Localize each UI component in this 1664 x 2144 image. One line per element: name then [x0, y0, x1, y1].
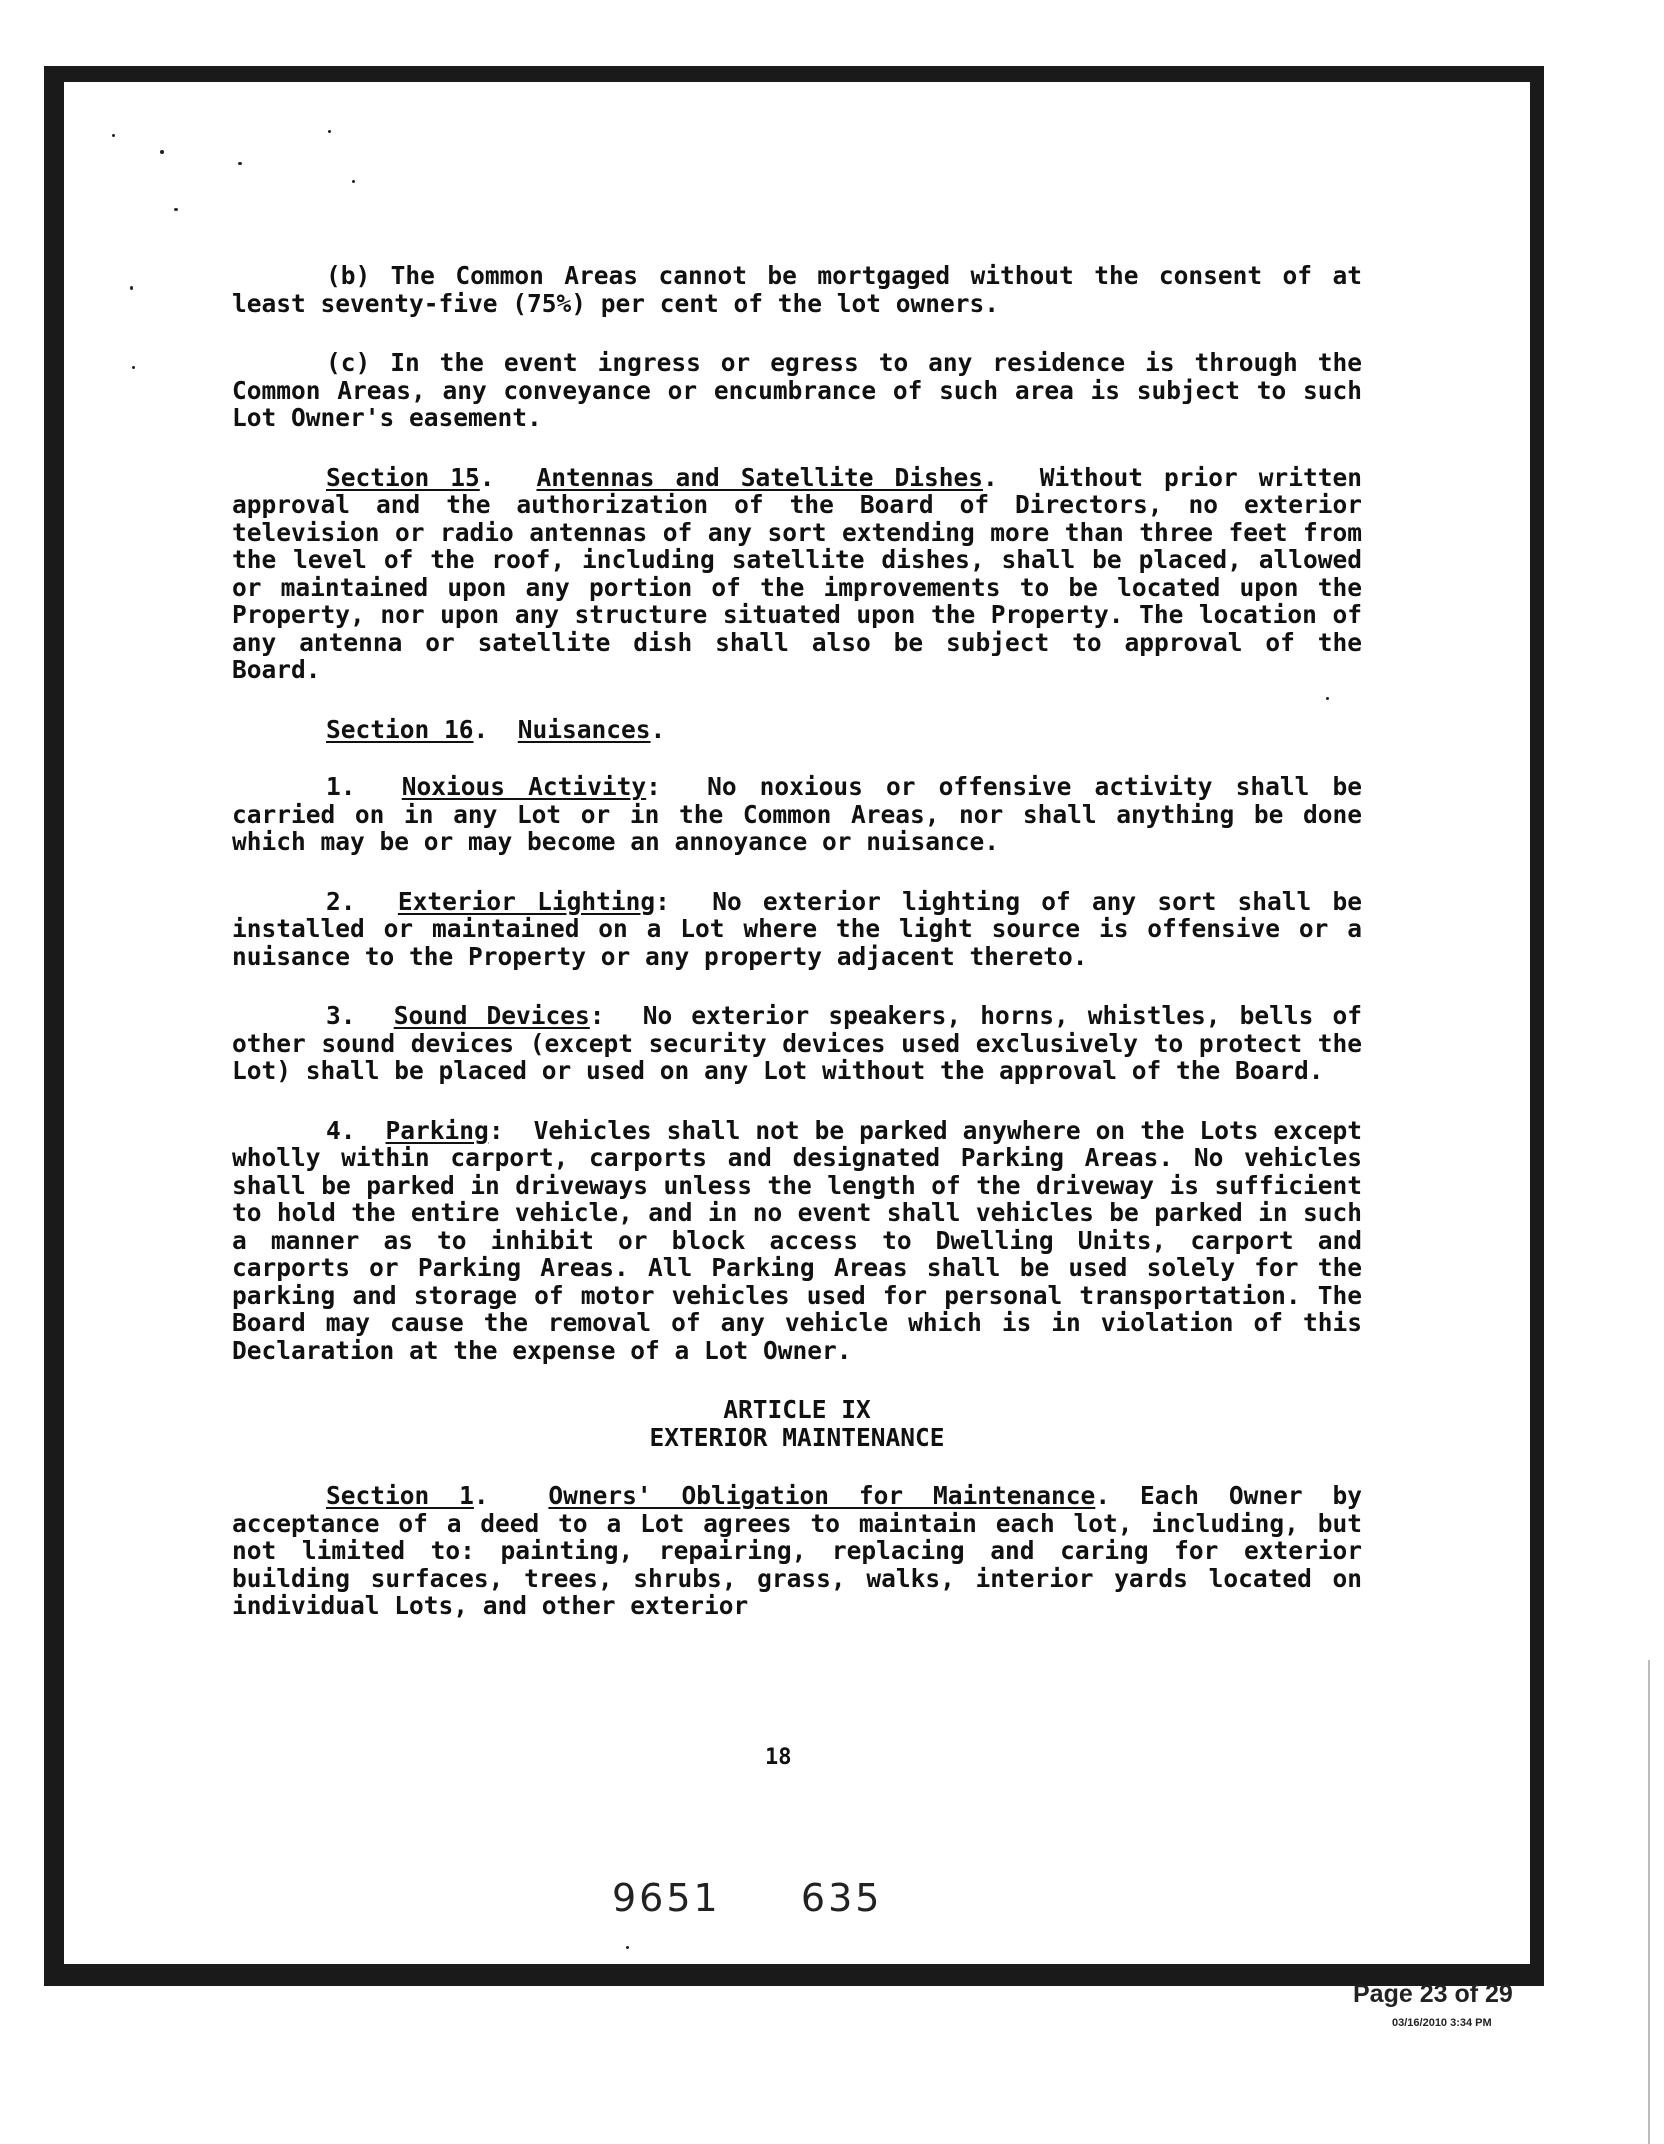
scan-speck: [626, 1946, 629, 1949]
recording-page: 635: [800, 1876, 883, 1920]
article-number: ARTICLE IX: [723, 1395, 871, 1424]
section-16-heading: Section 16. Nuisances.: [326, 714, 666, 744]
document-body: [232, 262, 1362, 1652]
item-number: 1.: [326, 772, 356, 801]
section-15-body: Without prior written approval and the authorization of the Board of Directors, no exterior television or radio antennas of any sort extending more than three feet from the level of the roof, including satellite dishes, shall be placed, allowed or maintained upon any portion of the improvements to be located upon the Property, nor upon any structure situated upon the Property. The location of any antenna or satellite dish shall also be subject to approval of the Board.: [232, 462, 1362, 684]
nuisance-item-1: 1. Noxious Activity: No noxious or offensive activity shall be carried on in any Lot or in the Common Areas, nor shall anything be done which may be or may become an annoyance or nuisance.: [232, 772, 1362, 856]
item-number: 3.: [326, 1001, 356, 1030]
item-title: Exterior Lighting: [397, 886, 656, 916]
paragraph-c: (c) In the event ingress or egress to any residence is through the Common Areas, any conveyance or encumbrance of such area is subject to such Lot Owner's easement.: [232, 348, 1362, 432]
section-15-title: Antennas and Satellite Dishes: [536, 462, 983, 492]
item-title: Parking: [385, 1115, 489, 1145]
nuisance-item-4: 4. Parking: Vehicles shall not be parked anywhere on the Lots except wholly within carport, carports and designated Parking Areas. No vehicles shall be parked in driveways unless the length of the driveway is sufficient to hold the entire vehicle, and in no event shall vehicles be parked in such a manner as to inhibit or block access to Dwelling Units, carport and carports or Parking Areas. All Parking Areas shall be used solely for the parking and storage of motor vehicles used for personal transportation. The Board may cause the removal of any vehicle which is in violation of this Declaration at the expense of a Lot Owner.: [232, 1115, 1362, 1365]
item-title: Sound Devices: [393, 1001, 590, 1030]
page-number: 18: [765, 1745, 792, 1770]
scan-speck: [112, 134, 115, 137]
item-body: No exterior lighting of any sort shall be installed or maintained on a Lot where the light source is offensive or a nuisance to the Property or any property adjacent thereto.: [232, 886, 1362, 971]
recording-book: 9651: [612, 1876, 721, 1920]
scan-speck: [352, 180, 355, 183]
recording-stamp: [612, 1876, 882, 1920]
article-title: EXTERIOR MAINTENANCE: [649, 1423, 945, 1452]
scan-speck: [174, 208, 178, 211]
item-number: 4.: [326, 1115, 356, 1145]
nuisance-item-2: 2. Exterior Lighting: No exterior lighting of any sort shall be installed or maintained on a Lot where the light source is offensive or a nuisance to the Property or any property adjacent thereto.: [232, 886, 1362, 971]
scan-edge-line: [1648, 1660, 1650, 2144]
section-16-title: Nuisances: [517, 714, 651, 744]
item-body: No noxious or offensive activity shall be carried on in any Lot or in the Common Areas, nor shall anything be done which may be or may become an annoyance or nuisance.: [232, 772, 1362, 856]
item-body: Vehicles shall not be parked anywhere on the Lots except wholly within carport, carports and designated Parking Areas. No vehicles shall be parked in driveways unless the length of the driveway is sufficient to hold the entire vehicle, and in no event shall vehicles be parked in such a manner as to inhibit or block access to Dwelling Units, carport and carports or Parking Areas. All Parking Areas shall be used solely for the parking and storage of motor vehicles used for personal transportation. The Board may cause the removal of any vehicle which is in violation of this Declaration at the expense of a Lot Owner.: [232, 1115, 1362, 1365]
scan-speck: [238, 162, 242, 165]
article-9-section-1: Section 1. Owners' Obligation for Maintenance. Each Owner by acceptance of a deed to a Lot agrees to maintain each lot, including, but not limited to: painting, repairing, replacing and caring for exterior building surfaces, trees, shrubs, grass, walks, interior yards located on individual Lots, and other exterior: [232, 1481, 1362, 1620]
print-timestamp: 03/16/2010 3:34 PM: [1392, 2017, 1492, 2029]
nuisance-item-3: 3. Sound Devices: No exterior speakers, horns, whistles, bells of other sound devices (except security devices used exclusively to protect the Lot) shall be placed or used on any Lot without the approval of the Board.: [232, 1001, 1362, 1085]
paragraph-b: (b) The Common Areas cannot be mortgaged without the consent of at least seventy-five (75%) per cent of the lot owners.: [232, 261, 1362, 318]
scan-speck: [132, 366, 135, 369]
article-heading: [232, 1396, 1362, 1452]
scan-speck: [328, 130, 331, 133]
item-body: No exterior speakers, horns, whistles, bells of other sound devices (except security devices used exclusively to protect the Lot) shall be placed or used on any Lot without the approval of the Board.: [232, 1001, 1362, 1085]
item-number: 2.: [326, 886, 356, 916]
scan-speck: [130, 286, 133, 290]
section-1-body: Each Owner by acceptance of a deed to a Lot agrees to maintain each lot, including, but not limited to: painting, repairing, replacing and caring for exterior building surfaces, trees, shrubs, grass, walks, interior yards located on individual Lots, and other exterior: [232, 1481, 1362, 1620]
page-of-indicator: Page 23 of 29: [1353, 1980, 1513, 2008]
section-16-label: Section 16: [326, 714, 474, 744]
section-15-label: Section 15: [326, 462, 480, 492]
section-1-label: Section 1: [326, 1481, 474, 1510]
item-title: Noxious Activity: [401, 772, 647, 801]
section-1-title: Owners' Obligation for Maintenance: [548, 1481, 1096, 1510]
scan-speck: [160, 150, 164, 154]
section-15: Section 15. Antennas and Satellite Dishes. Without prior written approval and the authorization of the Board of Directors, no exterior television or radio antennas of any sort extending more than three feet from the level of the roof, including satellite dishes, shall be placed, allowed or maintained upon any portion of the improvements to be located upon the Property, nor upon any structure situated upon the Property. The location of any antenna or satellite dish shall also be subject to approval of the Board.: [232, 462, 1362, 684]
